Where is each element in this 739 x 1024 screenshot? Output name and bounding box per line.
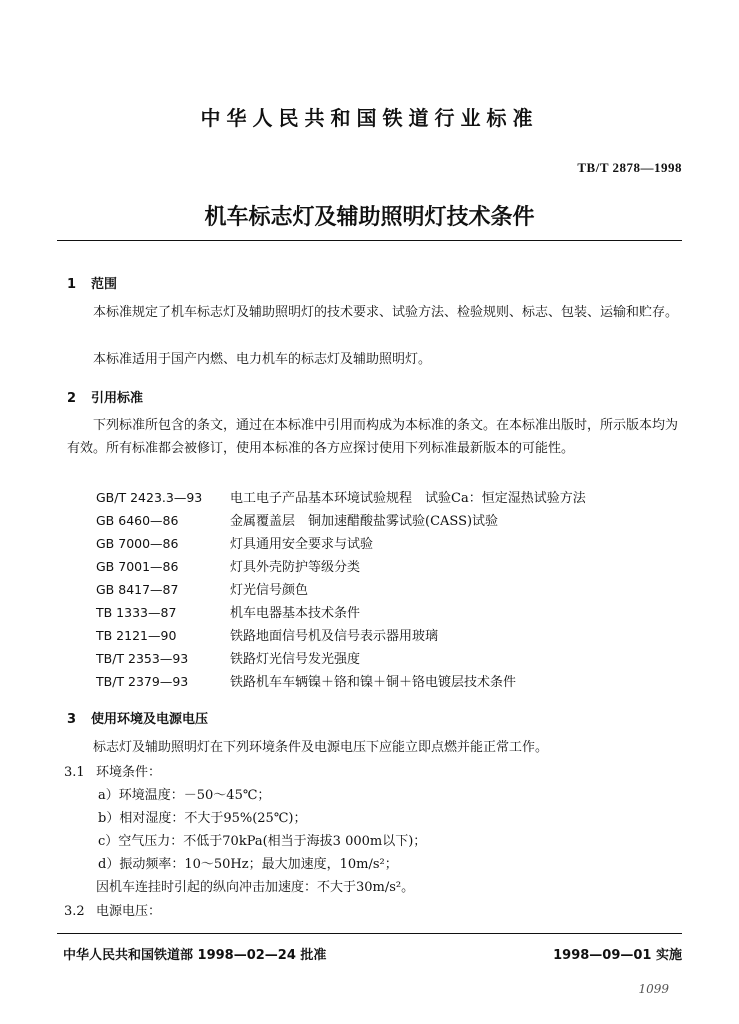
section-2-heading: [67, 387, 143, 406]
reference-code: TB 1333—87: [96, 605, 177, 620]
section-2-intro: 下列标准所包含的条文，通过在本标准中引用而构成为本标准的条文。在本标准出版时，所示版本均为有效。所有标准都会被修订，使用本标准的各方应探讨使用下列标准最新版本的可能性。: [67, 418, 679, 456]
standard-number: TB/T 2878—1998: [577, 160, 682, 175]
document-title: 机车标志灯及辅助照明灯技术条件: [204, 205, 535, 230]
reference-code: GB 7001—86: [96, 559, 179, 574]
subsection-3-2-heading: [64, 900, 161, 919]
reference-item: [96, 556, 360, 575]
condition-item: d）振动频率：10～50Hz；最大加速度，10m/s²；: [98, 857, 398, 872]
reference-code: GB/T 2423.3—93: [96, 490, 203, 505]
section-1-title: 范围: [91, 277, 118, 292]
subsection-3-1-title: 环境条件：: [96, 765, 162, 780]
section-1-number: 1: [67, 277, 77, 292]
reference-item: [96, 533, 373, 552]
reference-title: 灯具通用安全要求与试验: [230, 537, 374, 552]
condition-item: a）环境温度：－50～45℃；: [98, 788, 271, 803]
section-3-title: 使用环境及电源电压: [91, 712, 209, 727]
reference-item: [96, 648, 360, 667]
subsection-3-2-title: 电源电压：: [96, 904, 162, 919]
subsection-3-2-number: 3.2: [64, 904, 85, 919]
section-1-paragraph-1: 本标准规定了机车标志灯及辅助照明灯的技术要求、试验方法、检验规则、标志、包装、运输和贮存。: [93, 305, 679, 320]
reference-item: [96, 579, 308, 598]
reference-code: TB/T 2379—93: [96, 674, 189, 689]
section-2-number: 2: [67, 391, 77, 406]
standard-title: 中华人民共和国铁道行业标准: [200, 106, 539, 130]
reference-item: [96, 510, 498, 529]
condition-item: b）相对湿度：不大于95%(25℃)；: [98, 811, 307, 826]
section-1-paragraph-2: 本标准适用于国产内燃、电力机车的标志灯及辅助照明灯。: [93, 352, 432, 367]
subsection-3-1-heading: [64, 761, 161, 780]
reference-code: GB 8417—87: [96, 582, 179, 597]
title-divider: [57, 240, 682, 241]
reference-title: 铁路机车车辆镍＋铬和镍＋铜＋铬电镀层技术条件: [230, 675, 517, 690]
reference-code: TB/T 2353—93: [96, 651, 189, 666]
reference-title: 灯光信号颜色: [230, 583, 309, 598]
reference-item: [96, 487, 586, 506]
reference-item: [96, 625, 438, 644]
section-3-intro: 标志灯及辅助照明灯在下列环境条件及电源电压下应能立即点燃并能正常工作。: [93, 740, 549, 755]
condition-note: 因机车连挂时引起的纵向冲击加速度：不大于30m/s²。: [96, 880, 415, 895]
section-2-title: 引用标准: [91, 391, 144, 406]
reference-title: 机车电器基本技术条件: [230, 606, 361, 621]
section-3-number: 3: [67, 712, 77, 727]
section-3-heading: [67, 708, 208, 727]
reference-title: 电工电子产品基本环境试验规程 试验Ca：恒定湿热试验方法: [230, 491, 586, 506]
subsection-3-1-number: 3.1: [64, 765, 85, 780]
reference-item: [96, 671, 516, 690]
footer-divider: [57, 933, 682, 934]
implementation-date: 1998—09—01 实施: [553, 948, 682, 963]
page-number: 1099: [638, 982, 669, 996]
reference-code: GB 7000—86: [96, 536, 179, 551]
condition-item: c）空气压力：不低于70kPa(相当于海拔3 000m以下)；: [98, 834, 427, 849]
reference-title: 灯具外壳防护等级分类: [230, 560, 361, 575]
reference-title: 金属覆盖层 铜加速醋酸盐雾试验(CASS)试验: [230, 514, 499, 529]
approval-line: 中华人民共和国铁道部 1998—02—24 批准: [63, 948, 327, 963]
section-1-heading: [67, 273, 117, 292]
reference-title: 铁路地面信号机及信号表示器用玻璃: [230, 629, 439, 644]
reference-code: TB 2121—90: [96, 628, 177, 643]
reference-title: 铁路灯光信号发光强度: [230, 652, 361, 667]
reference-code: GB 6460—86: [96, 513, 179, 528]
reference-item: [96, 602, 360, 621]
